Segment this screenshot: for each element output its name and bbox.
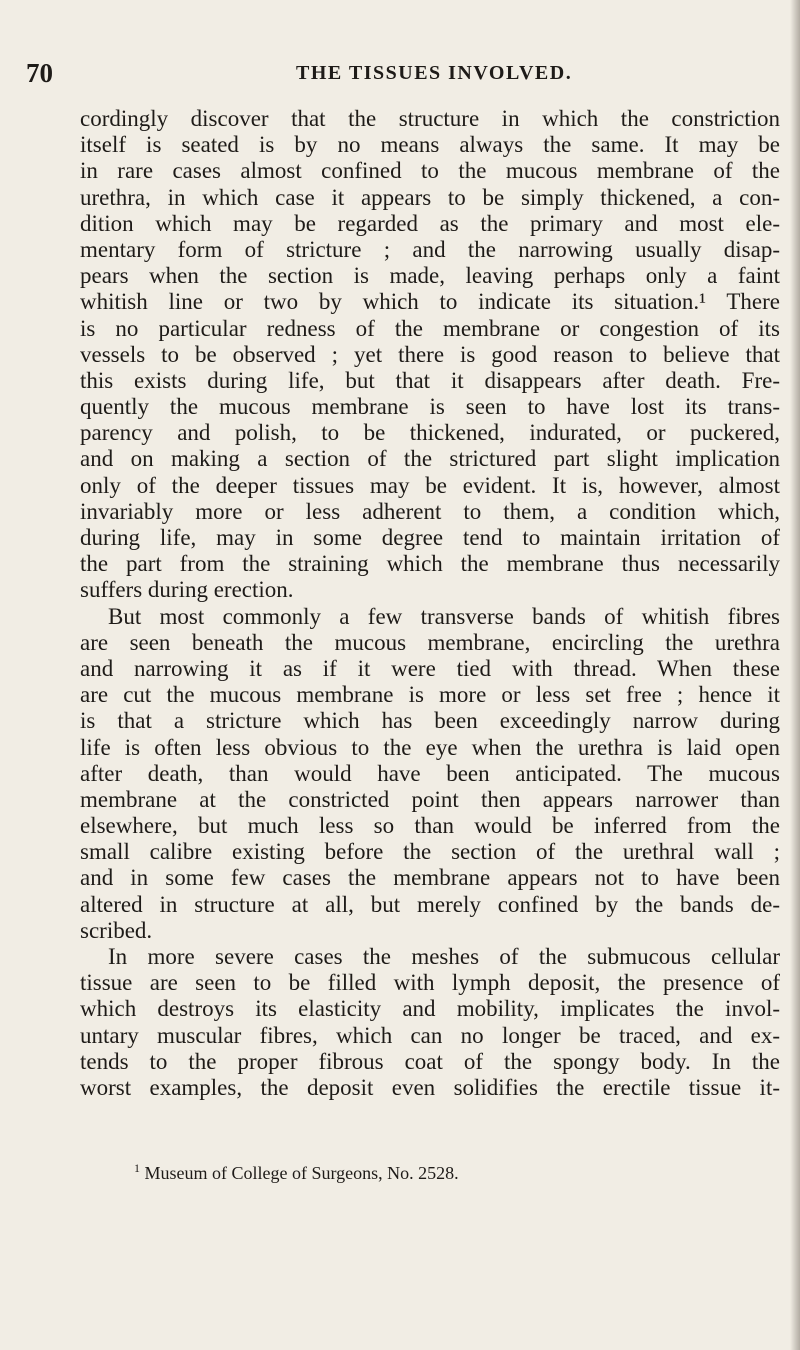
text-line: altered in structure at all, but merely confined by the bands de-: [80, 891, 780, 917]
text-line: this exists during life, but that it disappears after death. Fre-: [80, 367, 780, 393]
text-line: parency and polish, to be thickened, indurated, or puckered,: [80, 420, 780, 446]
paragraph: [80, 604, 780, 944]
text-line: itself is seated is by no means always the same. It may be: [80, 132, 780, 158]
text-line: in rare cases almost confined to the mucous membrane of the: [80, 158, 780, 184]
text-line: is no particular redness of the membrane or congestion of its: [80, 315, 780, 341]
text-line: urethra, in which case it appears to be simply thickened, a con-: [80, 184, 780, 210]
text-line: In more severe cases the meshes of the submucous cellular: [108, 944, 780, 969]
text-line: suffers during erection.: [80, 577, 294, 603]
paragraph: [80, 106, 780, 604]
text-line: and on making a section of the strictured part slight implication: [80, 446, 780, 472]
text-line: after death, than would have been anticipated. The mucous: [80, 760, 780, 786]
text-line: invariably more or less adherent to them, a condition which,: [80, 498, 780, 524]
text-line: mentary form of stricture ; and the narrowing usually disap-: [80, 236, 780, 262]
text-line: vessels to be observed ; yet there is good reason to believe that: [80, 341, 780, 367]
text-line: during life, may in some degree tend to maintain irritation of: [80, 525, 780, 550]
text-line: life is often less obvious to the eye when the urethra is laid open: [80, 734, 780, 760]
text-line: But most commonly a few transverse bands of whitish fibres: [108, 603, 780, 629]
text-line: elsewhere, but much less so than would be inferred from the: [80, 813, 780, 839]
text-line: which destroys its elasticity and mobility, implicates the invol-: [80, 996, 780, 1022]
text-line: membrane at the constricted point then appears narrower than: [80, 786, 780, 812]
paragraph: [80, 944, 780, 1101]
text-line: quently the mucous membrane is seen to have lost its trans-: [80, 394, 780, 420]
body-text: [80, 106, 780, 1101]
footnote-text: Museum of College of Surgeons, No. 2528.: [144, 1163, 459, 1183]
text-line: tissue are seen to be filled with lymph deposit, the presence of: [80, 970, 780, 996]
text-line: scribed.: [80, 917, 153, 943]
text-line: is that a stricture which has been exceedingly narrow during: [80, 708, 780, 734]
text-line: only of the deeper tissues may be evident. It is, however, almost: [80, 472, 780, 498]
running-head: THE TISSUES INVOLVED.: [296, 62, 573, 84]
text-line: whitish line or two by which to indicate its situation.¹ There: [80, 289, 780, 315]
text-line: are seen beneath the mucous membrane, encircling the urethra: [80, 629, 780, 655]
text-line: dition which may be regarded as the primary and most ele-: [80, 210, 780, 236]
footnote-marker: 1: [134, 1161, 140, 1175]
footnote: [134, 1163, 459, 1184]
text-line: and narrowing it as if it were tied with thread. When these: [80, 655, 780, 681]
text-line: small calibre existing before the section of the urethral wall ;: [80, 839, 780, 865]
text-line: worst examples, the deposit even solidifies the erectile tissue it-: [80, 1074, 780, 1100]
text-line: and in some few cases the membrane appears not to have been: [80, 865, 780, 891]
text-line: tends to the proper fibrous coat of the spongy body. In the: [80, 1048, 780, 1074]
text-line: the part from the straining which the membrane thus necessarily: [80, 551, 780, 577]
text-line: untary muscular fibres, which can no longer be traced, and ex-: [80, 1022, 780, 1048]
text-line: pears when the section is made, leaving perhaps only a faint: [80, 263, 780, 289]
page-header: [26, 58, 766, 92]
page-number: 70: [26, 58, 53, 88]
page-edge-shadow: [790, 0, 800, 1350]
text-line: are cut the mucous membrane is more or less set free ; hence it: [80, 682, 780, 708]
text-line: cordingly discover that the structure in which the constriction: [80, 106, 780, 131]
